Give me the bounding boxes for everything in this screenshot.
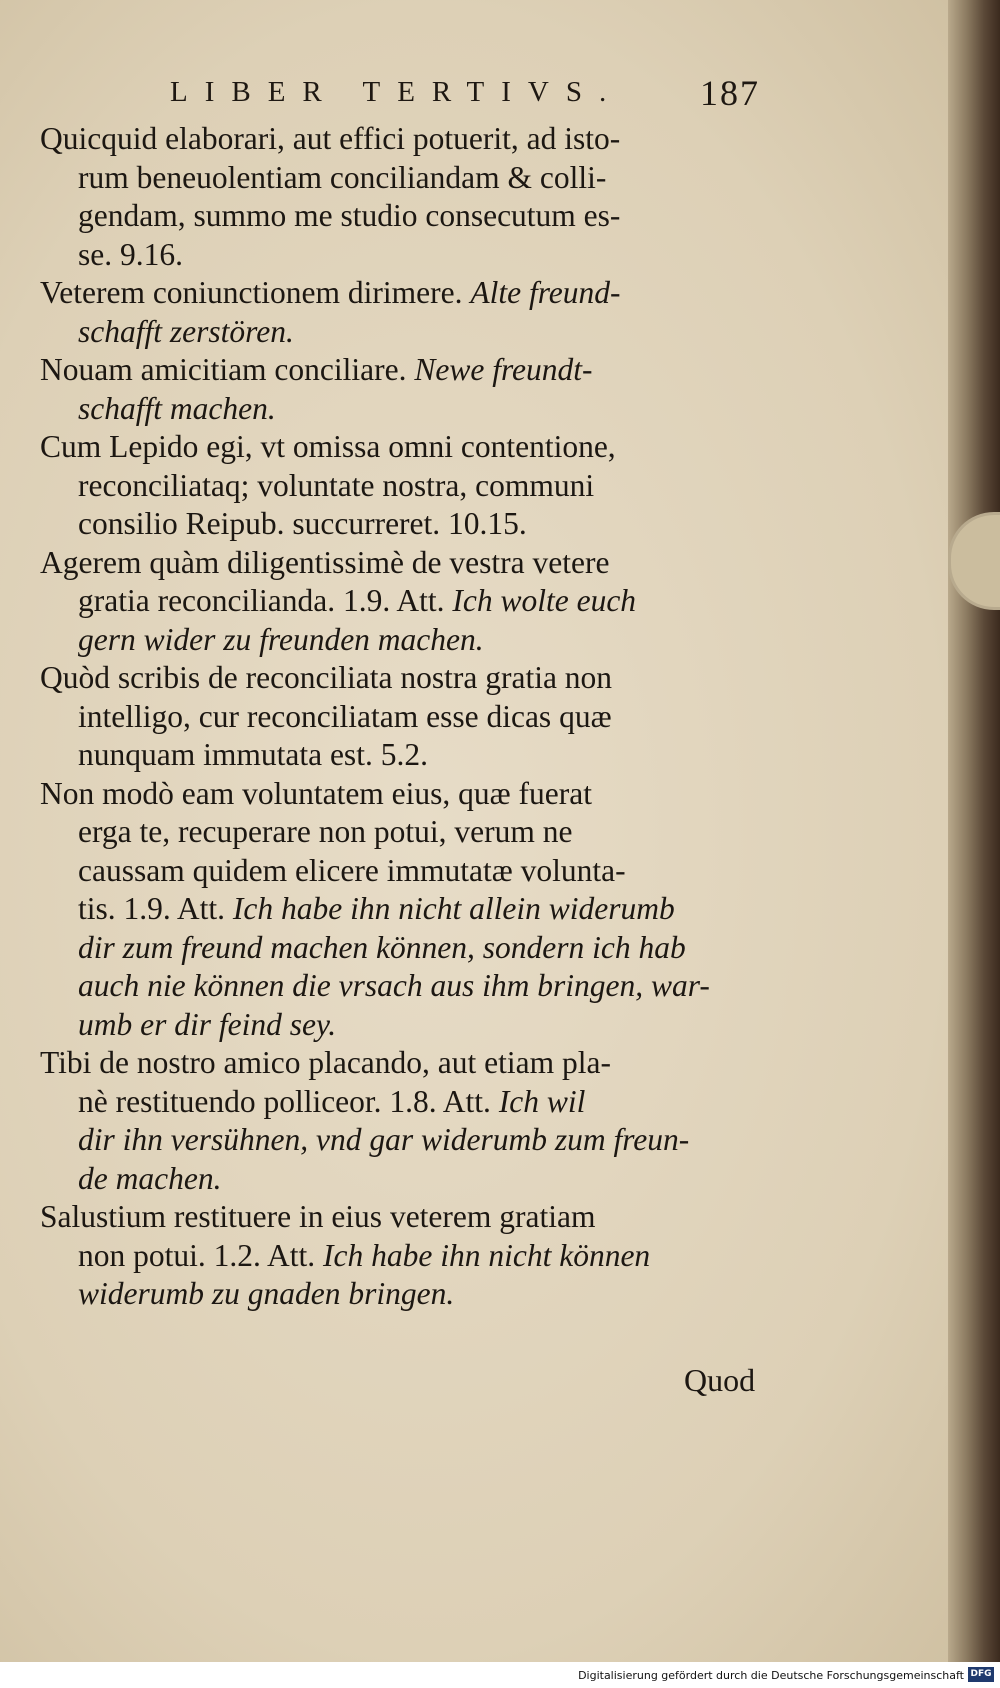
- latin-text: gratia reconcilianda. 1.9. Att.: [78, 583, 453, 618]
- text-line: [0, 159, 948, 198]
- latin-text: consilio Reipub. succurreret. 10.15.: [78, 506, 527, 541]
- latin-text: nè restituendo polliceor. 1.8. Att.: [78, 1083, 499, 1119]
- text-line: [0, 929, 948, 968]
- page-number: 187: [700, 73, 760, 113]
- latin-text: Non modò eam voluntatem eius, quæ fuerat: [40, 775, 593, 811]
- dictionary-entry: [0, 659, 948, 775]
- latin-text: Quòd scribis de reconciliata nostra gratia non: [40, 660, 613, 695]
- text-line: [0, 1006, 948, 1045]
- text-line: [0, 274, 948, 313]
- text-line: [0, 313, 948, 352]
- text-line: [0, 621, 948, 660]
- german-gloss: widerumb zu gnaden bringen.: [78, 1276, 455, 1311]
- dictionary-entry: [0, 428, 948, 544]
- dictionary-entry: [0, 775, 948, 1045]
- dictionary-entry: [0, 274, 948, 351]
- text-line: [0, 390, 948, 429]
- text-line: [0, 120, 948, 159]
- running-title: LIBER TERTIVS.: [170, 76, 624, 108]
- latin-text: Tibi de nostro amico placando, aut etiam pla-: [40, 1045, 611, 1080]
- latin-text: rum beneuolentiam conciliandam & colli-: [78, 159, 607, 195]
- text-line: [0, 1121, 948, 1160]
- latin-text: Nouam amicitiam conciliare.: [40, 352, 415, 387]
- latin-text: gendam, summo me studio consecutum es-: [78, 198, 621, 233]
- dfg-logo: DFG: [968, 1667, 994, 1682]
- dictionary-entry: [0, 351, 948, 428]
- german-gloss: Ich wil: [498, 1083, 586, 1119]
- text-line: [0, 967, 948, 1006]
- text-line: [0, 659, 948, 698]
- german-gloss: umb er dir feind sey.: [78, 1006, 337, 1042]
- text-line: [0, 544, 948, 583]
- latin-text: Cum Lepido egi, vt omissa omni contentione,: [40, 429, 616, 464]
- dictionary-entry: [0, 1044, 948, 1198]
- footer-credit: Digitalisierung gefördert durch die Deutsche Forschungsgemeinschaft: [578, 1669, 964, 1682]
- text-line: [0, 428, 948, 467]
- latin-text: Salustium restituere in eius veterem gratiam: [40, 1199, 596, 1234]
- latin-text: non potui. 1.2. Att.: [78, 1237, 324, 1273]
- text-line: [0, 351, 948, 390]
- german-gloss: Newe freundt-: [414, 352, 593, 387]
- text-line: [0, 1160, 948, 1199]
- german-gloss: Alte freund-: [470, 275, 621, 310]
- catchword: Quod: [684, 1362, 756, 1398]
- text-line: [0, 1044, 948, 1083]
- digitization-footer: [0, 1662, 1000, 1688]
- page-edge: [948, 0, 1000, 1662]
- text-line: [0, 582, 948, 621]
- dictionary-entry: [0, 1198, 948, 1314]
- text-line: [0, 1198, 948, 1237]
- text-line: [0, 852, 948, 891]
- german-gloss: schafft machen.: [78, 390, 276, 426]
- dictionary-entry: [0, 120, 948, 274]
- latin-text: tis. 1.9. Att.: [78, 891, 233, 926]
- text-line: [0, 236, 948, 275]
- latin-text: se. 9.16.: [78, 236, 183, 272]
- german-gloss: dir zum freund machen können, sondern ich hab: [78, 929, 686, 965]
- dictionary-entry: [0, 544, 948, 660]
- text-line: [0, 1275, 948, 1314]
- text-line: [0, 890, 948, 929]
- german-gloss: Ich wolte euch: [452, 583, 637, 618]
- text-line: [0, 775, 948, 814]
- latin-text: Agerem quàm diligentissimè de vestra vetere: [40, 544, 610, 580]
- text-line: [0, 1237, 948, 1276]
- latin-text: nunquam immutata est. 5.2.: [78, 737, 428, 772]
- german-gloss: de machen.: [78, 1160, 222, 1196]
- text-line: [0, 813, 948, 852]
- latin-text: Veterem coniunctionem dirimere.: [40, 275, 471, 310]
- latin-text: intelligo, cur reconciliatam esse dicas quæ: [78, 698, 612, 734]
- text-line: [0, 698, 948, 737]
- entry-list: [0, 120, 948, 1314]
- latin-text: Quicquid elaborari, aut effici potuerit, ad isto-: [40, 121, 621, 156]
- page-header: [0, 72, 948, 112]
- text-line: [0, 467, 948, 506]
- german-gloss: Ich habe ihn nicht können: [323, 1237, 651, 1273]
- german-gloss: Ich habe ihn nicht allein widerumb: [232, 891, 675, 926]
- text-line: [0, 1083, 948, 1122]
- latin-text: erga te, recuperare non potui, verum ne: [78, 814, 573, 849]
- german-gloss: gern wider zu freunden machen.: [78, 621, 484, 657]
- text-line: [0, 505, 948, 544]
- german-gloss: schafft zerstören.: [78, 313, 294, 349]
- german-gloss: dir ihn versühnen, vnd gar widerumb zum freun-: [78, 1122, 690, 1157]
- latin-text: caussam quidem elicere immutatæ volunta-: [78, 852, 626, 888]
- text-line: [0, 197, 948, 236]
- latin-text: reconciliataq; voluntate nostra, communi: [78, 467, 595, 503]
- text-line: [0, 736, 948, 775]
- german-gloss: auch nie können die vrsach aus ihm bringen, war-: [78, 968, 710, 1003]
